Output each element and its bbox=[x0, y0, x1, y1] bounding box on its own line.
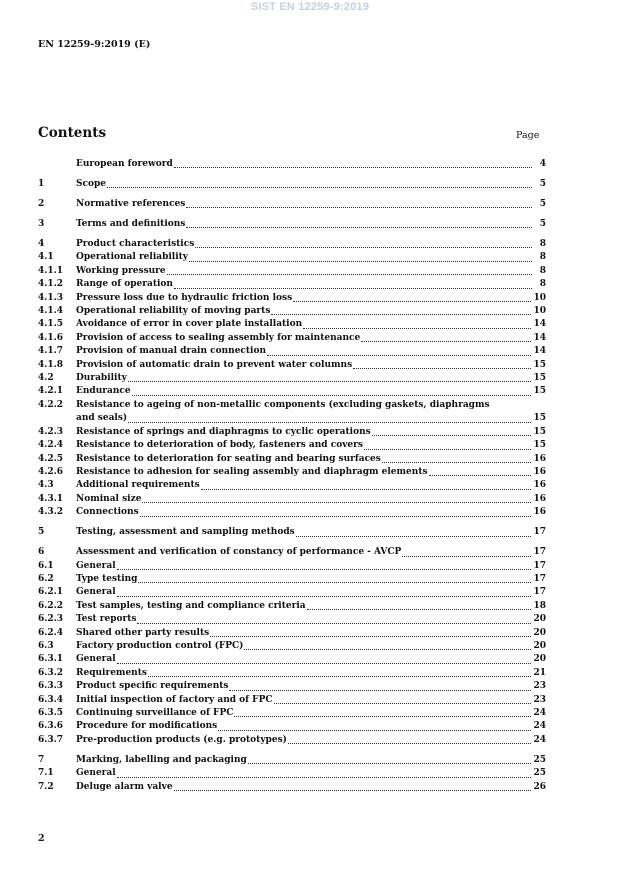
dot-leader bbox=[429, 475, 532, 476]
toc-entry-number: 4 bbox=[38, 239, 45, 249]
toc-entry-page: 8 bbox=[539, 252, 546, 263]
page-column-label: Page bbox=[516, 130, 540, 141]
toc-entry-number: 7.2 bbox=[38, 781, 54, 792]
toc-entry-page: 16 bbox=[533, 480, 546, 491]
toc-entry-number: 6.3.5 bbox=[38, 708, 64, 718]
toc-entry-page: 16 bbox=[533, 453, 546, 464]
dot-leader bbox=[353, 368, 531, 369]
toc-entry-page: 4 bbox=[539, 159, 546, 169]
toc-entry[interactable] bbox=[38, 653, 546, 666]
toc-entry[interactable] bbox=[38, 613, 546, 626]
toc-entry-page: 15 bbox=[533, 359, 546, 370]
toc-entry-page: 17 bbox=[533, 527, 546, 538]
toc-entry-title: Resistance to deterioration of body, fasteners and covers bbox=[76, 440, 363, 451]
toc-entry-number: 4.2 bbox=[38, 373, 54, 384]
toc-entry-title: Deluge alarm valve bbox=[76, 781, 173, 792]
toc-entry-page: 20 bbox=[533, 614, 546, 625]
toc-entry-page: 15 bbox=[533, 386, 546, 397]
dot-leader bbox=[296, 536, 532, 537]
toc-entry-number: 6.2.2 bbox=[38, 600, 64, 611]
toc-entry[interactable] bbox=[38, 385, 546, 398]
toc-entry-page: 16 bbox=[533, 466, 546, 477]
dot-leader bbox=[148, 676, 532, 677]
toc-entry-page: 5 bbox=[539, 199, 546, 209]
toc-entry-title: Testing, assessment and sampling methods bbox=[76, 527, 295, 538]
toc-entry-number: 4.2.2 bbox=[38, 399, 64, 410]
toc-entry-title: Avoidance of error in cover plate installation bbox=[76, 319, 303, 330]
toc-entry-page: 16 bbox=[533, 507, 546, 518]
toc-entry[interactable] bbox=[38, 720, 546, 733]
dot-leader bbox=[137, 623, 531, 624]
toc-entry-number: 4.1.7 bbox=[38, 346, 64, 357]
dot-leader bbox=[117, 596, 532, 597]
toc-entry-number: 6.2.3 bbox=[38, 614, 64, 625]
dot-leader bbox=[267, 355, 531, 356]
toc-entry-title: Product characteristics bbox=[76, 239, 195, 249]
toc-entry-number: 4.2.1 bbox=[38, 386, 64, 397]
dot-leader bbox=[189, 261, 532, 262]
toc-entry-number: 1 bbox=[38, 179, 45, 189]
toc-entry[interactable] bbox=[38, 734, 546, 747]
toc-entry[interactable] bbox=[38, 600, 546, 613]
toc-entry-page: 8 bbox=[539, 265, 546, 276]
toc-entry-title: Assessment and verification of constancy of performance - AVCP bbox=[76, 547, 402, 558]
toc-entry-title: Scope bbox=[76, 179, 107, 189]
toc-entry[interactable] bbox=[38, 781, 546, 794]
toc-entry[interactable] bbox=[38, 359, 546, 372]
watermark: SIST EN 12259-9:2019 bbox=[250, 1, 370, 13]
toc-entry-page: 15 bbox=[533, 440, 546, 451]
toc-entry-number: 6.2 bbox=[38, 573, 54, 584]
toc-entry[interactable] bbox=[38, 640, 546, 653]
toc-entry[interactable] bbox=[38, 767, 546, 780]
dot-leader bbox=[372, 435, 532, 436]
toc-entry-title: General bbox=[76, 768, 116, 779]
toc-entry-title: Additional requirements bbox=[76, 480, 200, 491]
toc-entry-page: 24 bbox=[533, 708, 546, 718]
toc-entry-page: 16 bbox=[533, 493, 546, 504]
toc-entry-title: Terms and definitions bbox=[76, 219, 186, 229]
document-id: EN 12259-9:2019 (E) bbox=[38, 39, 151, 50]
toc-entry-number: 6.1 bbox=[38, 560, 54, 571]
toc-entry-number: 4.3 bbox=[38, 480, 54, 491]
toc-entry-title: General bbox=[76, 560, 116, 571]
toc-entry-page: 24 bbox=[533, 721, 546, 732]
toc-entry-number: 4.3.1 bbox=[38, 493, 64, 504]
toc-entry-number: 6.3 bbox=[38, 640, 54, 651]
toc-entry[interactable] bbox=[38, 586, 546, 599]
toc-entry-number: 6.3.2 bbox=[38, 667, 64, 678]
toc-entry[interactable] bbox=[38, 399, 546, 412]
toc-entry[interactable] bbox=[38, 318, 546, 331]
toc-entry-number: 4.1.6 bbox=[38, 332, 64, 343]
dot-leader bbox=[307, 609, 532, 610]
dot-leader bbox=[117, 663, 532, 664]
toc-entry-number: 5 bbox=[38, 527, 45, 538]
toc-entry-title: Marking, labelling and packaging bbox=[76, 754, 247, 765]
toc-entry-number: 6.3.6 bbox=[38, 721, 64, 732]
toc-entry-title: Operational reliability bbox=[76, 252, 189, 263]
toc-entry[interactable] bbox=[38, 372, 546, 385]
toc-entry[interactable] bbox=[38, 667, 546, 680]
toc-entry-number: 4.2.4 bbox=[38, 440, 64, 451]
toc-entry-title: Product specific requirements bbox=[76, 681, 229, 692]
toc-entry[interactable] bbox=[38, 506, 546, 519]
toc-entry[interactable] bbox=[38, 453, 546, 466]
toc-entry-title: Provision of manual drain connection bbox=[76, 346, 267, 357]
toc-entry-title: Resistance to ageing of non-metallic components (excluding gaskets, diaphragms bbox=[76, 399, 490, 410]
toc-entry-page: 5 bbox=[539, 219, 546, 229]
toc-entry-page: 17 bbox=[533, 560, 546, 571]
dot-leader bbox=[107, 187, 532, 188]
dot-leader bbox=[248, 763, 532, 764]
toc-entry-number: 3 bbox=[38, 219, 45, 229]
dot-leader bbox=[132, 395, 532, 396]
toc-entry-number: 6.3.7 bbox=[38, 734, 64, 745]
dot-leader bbox=[117, 777, 532, 778]
toc-entry-number: 4.2.3 bbox=[38, 426, 64, 437]
toc-entry-number: 4.1.3 bbox=[38, 292, 64, 303]
toc-entry-page: 14 bbox=[533, 346, 546, 357]
dot-leader bbox=[128, 381, 532, 382]
toc-entry-number: 4.1.8 bbox=[38, 359, 64, 370]
dot-leader bbox=[117, 569, 532, 570]
toc-entry-title: Procedure for modifications bbox=[76, 721, 218, 732]
toc-entry-title: Pressure loss due to hydraulic friction loss bbox=[76, 292, 293, 303]
toc-entry-page: 14 bbox=[533, 319, 546, 330]
dot-leader bbox=[210, 636, 531, 637]
toc-entry-page: 26 bbox=[533, 781, 546, 792]
toc-entry-page: 21 bbox=[533, 667, 546, 678]
toc-entry[interactable] bbox=[38, 526, 546, 539]
toc-entry-title-continued: and seals) bbox=[76, 413, 128, 424]
toc-entry-number: 4.1.4 bbox=[38, 306, 64, 317]
toc-entry-page: 14 bbox=[533, 332, 546, 343]
toc-entry-number: 4.2.5 bbox=[38, 453, 64, 464]
toc-entry-page: 10 bbox=[533, 292, 546, 303]
toc-entry-page: 23 bbox=[533, 694, 546, 705]
dot-leader bbox=[186, 227, 532, 228]
toc-entry-title: Continuing surveillance of FPC bbox=[76, 708, 234, 718]
toc-entry-title: Test reports bbox=[76, 614, 137, 625]
dot-leader bbox=[195, 247, 532, 248]
toc-entry-number: 6.3.4 bbox=[38, 694, 64, 705]
toc-entry-page: 17 bbox=[533, 573, 546, 584]
toc-entry-page: 15 bbox=[533, 413, 546, 424]
toc-entry[interactable] bbox=[38, 680, 546, 693]
toc-entry-page: 20 bbox=[533, 654, 546, 665]
toc-entry-page: 17 bbox=[533, 587, 546, 598]
toc-entry[interactable] bbox=[38, 238, 546, 251]
dot-leader bbox=[138, 582, 531, 583]
toc-entry-number: 7 bbox=[38, 754, 45, 765]
toc-entry[interactable] bbox=[38, 305, 546, 318]
toc-entry-page: 25 bbox=[533, 754, 546, 765]
dot-leader bbox=[361, 341, 531, 342]
contents-heading: Contents bbox=[38, 125, 107, 141]
footer-page-number: 2 bbox=[38, 833, 45, 844]
toc-entry-title: Test samples, testing and compliance criteria bbox=[76, 600, 306, 611]
toc-entry-page: 8 bbox=[539, 279, 546, 290]
dot-leader bbox=[174, 288, 532, 289]
dot-leader bbox=[201, 489, 532, 490]
dot-leader bbox=[274, 703, 532, 704]
toc-entry[interactable] bbox=[38, 278, 546, 291]
toc-entry-number: 6.2.4 bbox=[38, 627, 64, 638]
toc-entry-page: 17 bbox=[533, 547, 546, 558]
toc-entry-title: Pre-production products (e.g. prototypes) bbox=[76, 734, 287, 745]
dot-leader bbox=[140, 516, 532, 517]
toc-entry-page: 23 bbox=[533, 681, 546, 692]
toc-entry-title: Endurance bbox=[76, 386, 131, 397]
toc-entry-number: 4.3.2 bbox=[38, 507, 64, 518]
dot-leader bbox=[271, 314, 531, 315]
toc-entry-title: Provision of access to sealing assembly for maintenance bbox=[76, 332, 361, 343]
toc-entry-page: 24 bbox=[533, 734, 546, 745]
toc-entry-title: Range of operation bbox=[76, 279, 173, 290]
toc-entry-number: 6 bbox=[38, 547, 45, 558]
toc-entry-title: Requirements bbox=[76, 667, 147, 678]
dot-leader bbox=[128, 422, 531, 423]
toc-entry[interactable] bbox=[38, 466, 546, 479]
dot-leader bbox=[288, 743, 532, 744]
toc-entry-page: 15 bbox=[533, 373, 546, 384]
toc-entry-title: Initial inspection of factory and of FPC bbox=[76, 694, 273, 705]
toc-entry-number: 2 bbox=[38, 199, 45, 209]
dot-leader bbox=[382, 462, 532, 463]
toc-entry[interactable] bbox=[38, 265, 546, 278]
toc-entry-page: 10 bbox=[533, 306, 546, 317]
toc-entry[interactable] bbox=[38, 158, 546, 171]
toc-entry[interactable] bbox=[38, 707, 546, 720]
dot-leader bbox=[402, 556, 531, 557]
toc-entry-page: 5 bbox=[539, 179, 546, 189]
toc-entry[interactable] bbox=[38, 479, 546, 492]
dot-leader bbox=[234, 716, 531, 717]
toc-entry[interactable] bbox=[38, 426, 546, 439]
toc-entry[interactable] bbox=[38, 560, 546, 573]
toc-entry[interactable] bbox=[38, 178, 546, 191]
dot-leader bbox=[229, 690, 531, 691]
toc-entry-page: 15 bbox=[533, 426, 546, 437]
dot-leader bbox=[303, 328, 531, 329]
toc-entry-number: 4.1.2 bbox=[38, 279, 64, 290]
toc-entry-title: Type testing bbox=[76, 573, 138, 584]
toc-entry-title: Resistance to deterioration for seating and bearing surfaces bbox=[76, 453, 381, 464]
toc-entry-title: Shared other party results bbox=[76, 627, 210, 638]
toc-entry-number: 4.1 bbox=[38, 252, 54, 263]
toc-entry-page: 25 bbox=[533, 768, 546, 779]
toc-entry-title: European foreword bbox=[76, 159, 173, 169]
toc-entry-number: 4.2.6 bbox=[38, 466, 64, 477]
toc-entry-number: 4.1.5 bbox=[38, 319, 64, 330]
toc-entry-title: Normative references bbox=[76, 199, 186, 209]
toc-entry-title: Operational reliability of moving parts bbox=[76, 306, 271, 317]
dot-leader bbox=[174, 790, 532, 791]
toc-entry[interactable] bbox=[38, 332, 546, 345]
toc-entry[interactable] bbox=[38, 627, 546, 640]
toc-entry[interactable] bbox=[38, 198, 546, 211]
toc-entry[interactable] bbox=[38, 754, 546, 767]
toc-entry-page: 8 bbox=[539, 239, 546, 249]
toc-entry[interactable] bbox=[38, 546, 546, 559]
toc-entry-title: Resistance of springs and diaphragms to cyclic operations bbox=[76, 426, 371, 437]
toc-entry[interactable] bbox=[38, 694, 546, 707]
toc-entry-title: General bbox=[76, 587, 116, 598]
dot-leader bbox=[186, 207, 532, 208]
toc-entry-page: 18 bbox=[533, 600, 546, 611]
toc-entry-title: Factory production control (FPC) bbox=[76, 640, 244, 651]
dot-leader bbox=[293, 301, 531, 302]
toc-entry-title: Durability bbox=[76, 373, 127, 384]
toc-entry-title: General bbox=[76, 654, 116, 665]
toc-entry[interactable] bbox=[38, 493, 546, 506]
toc-entry-number: 6.2.1 bbox=[38, 587, 64, 598]
toc-entry[interactable] bbox=[38, 218, 546, 231]
toc-entry-continuation[interactable] bbox=[38, 412, 546, 425]
toc-entry-number: 6.3.1 bbox=[38, 654, 64, 665]
dot-leader bbox=[244, 649, 531, 650]
toc-entry-number: 6.3.3 bbox=[38, 681, 64, 692]
toc-entry-title: Provision of automatic drain to prevent water columns bbox=[76, 359, 353, 370]
dot-leader bbox=[142, 502, 531, 503]
dot-leader bbox=[364, 449, 532, 450]
table-of-contents bbox=[38, 158, 546, 794]
toc-entry[interactable] bbox=[38, 292, 546, 305]
dot-leader bbox=[174, 167, 532, 168]
toc-entry-title: Connections bbox=[76, 507, 139, 518]
toc-entry-number: 7.1 bbox=[38, 768, 54, 779]
toc-entry[interactable] bbox=[38, 439, 546, 452]
toc-entry[interactable] bbox=[38, 573, 546, 586]
toc-entry-page: 20 bbox=[533, 627, 546, 638]
toc-entry-title: Working pressure bbox=[76, 265, 166, 276]
toc-entry-number: 4.1.1 bbox=[38, 265, 64, 276]
toc-entry[interactable] bbox=[38, 345, 546, 358]
toc-entry-page: 20 bbox=[533, 640, 546, 651]
toc-entry[interactable] bbox=[38, 251, 546, 264]
toc-entry-title: Nominal size bbox=[76, 493, 142, 504]
dot-leader bbox=[218, 730, 531, 731]
toc-entry-title: Resistance to adhesion for sealing assembly and diaphragm elements bbox=[76, 466, 428, 477]
dot-leader bbox=[167, 274, 532, 275]
